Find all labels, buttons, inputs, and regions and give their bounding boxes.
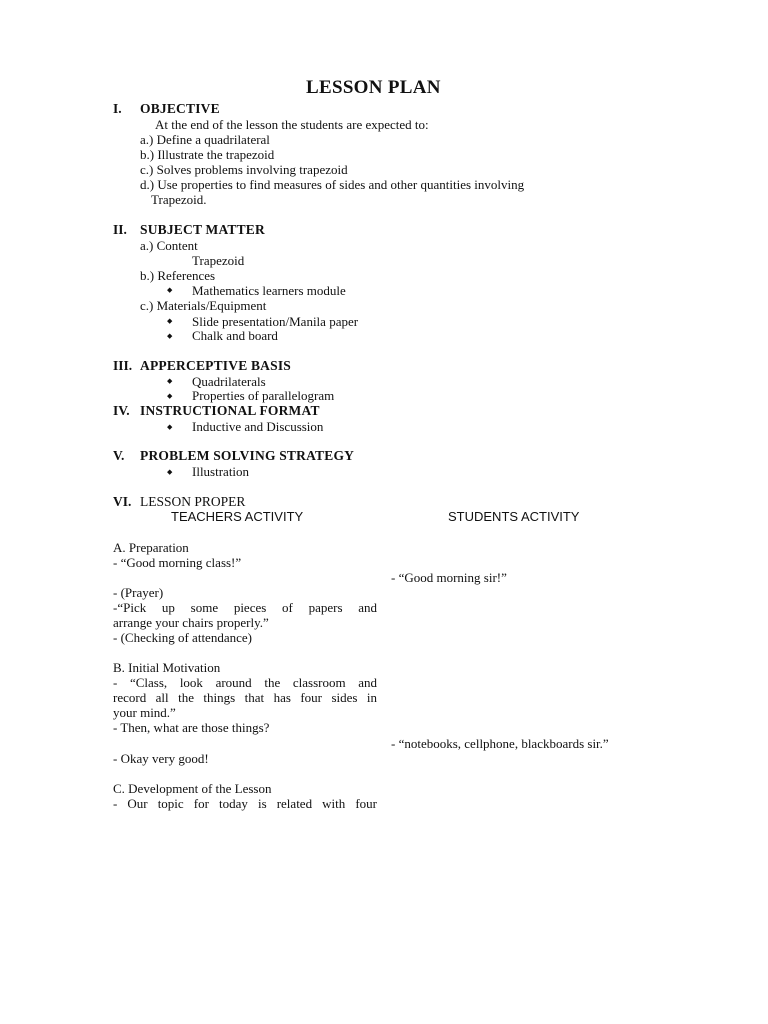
teacher-line: - “Good morning class!” [113,555,242,570]
bullet-icon: ◆ [167,286,173,294]
section-heading-subject-matter: SUBJECT MATTER [140,222,265,237]
bullet-icon: ◆ [167,468,173,476]
section-heading-apperceptive: APPERCEPTIVE BASIS [140,358,292,373]
teacher-line: - Okay very good! [113,751,209,766]
materials-label: c.) Materials/Equipment [140,298,267,313]
material-item: Slide presentation/Manila paper [192,314,359,329]
section-number: V. [113,448,125,463]
instructional-item: Inductive and Discussion [192,419,324,434]
section-heading-lesson-proper: LESSON PROPER [140,494,246,509]
section-number: VI. [113,494,132,509]
content-value: Trapezoid [192,253,245,268]
apperceptive-item: Quadrilaterals [192,374,266,389]
teacher-line: -“Pick up some pieces of papers and [113,600,377,615]
section-number: IV. [113,403,130,418]
section-number: III. [113,358,133,373]
content-label: a.) Content [140,238,198,253]
development-label: C. Development of the Lesson [113,781,272,796]
problem-solving-item: Illustration [192,464,250,479]
motivation-label: B. Initial Motivation [113,660,221,675]
teacher-line: arrange your chairs properly.” [113,615,269,630]
teacher-line: record all the things that has four sides in [113,690,377,705]
student-line: - “notebooks, cellphone, blackboards sir.” [391,736,609,751]
teacher-line: your mind.” [113,705,176,720]
teacher-line: - Then, what are those things? [113,720,270,735]
students-activity-header: STUDENTS ACTIVITY [448,509,580,524]
objective-item: d.) Use properties to find measures of sides and other quantities involving [140,177,525,192]
objective-intro: At the end of the lesson the students are expected to: [155,117,429,132]
objective-item: b.) Illustrate the trapezoid [140,147,275,162]
objective-item-continuation: Trapezoid. [151,192,207,207]
teacher-line: - Our topic for today is related with four [113,796,377,811]
student-line: - “Good morning sir!” [391,570,507,585]
reference-item: Mathematics learners module [192,283,346,298]
material-item: Chalk and board [192,328,278,343]
section-heading-instructional: INSTRUCTIONAL FORMAT [140,403,320,418]
preparation-label: A. Preparation [113,540,189,555]
bullet-icon: ◆ [167,377,173,385]
references-label: b.) References [140,268,216,283]
bullet-icon: ◆ [167,332,173,340]
bullet-icon: ◆ [167,392,173,400]
section-number: II. [113,222,127,237]
teacher-line: - (Checking of attendance) [113,630,252,645]
page-title: LESSON PLAN [306,77,441,98]
teacher-line: - (Prayer) [113,585,164,600]
bullet-icon: ◆ [167,423,173,431]
section-number: I. [113,101,122,116]
section-heading-problem-solving: PROBLEM SOLVING STRATEGY [140,448,355,463]
objective-item: a.) Define a quadrilateral [140,132,270,147]
teachers-activity-header: TEACHERS ACTIVITY [171,509,304,524]
teacher-line: - “Class, look around the classroom and [113,675,377,690]
bullet-icon: ◆ [167,317,173,325]
apperceptive-item: Properties of parallelogram [192,388,335,403]
section-heading-objective: OBJECTIVE [140,101,220,116]
objective-item: c.) Solves problems involving trapezoid [140,162,348,177]
